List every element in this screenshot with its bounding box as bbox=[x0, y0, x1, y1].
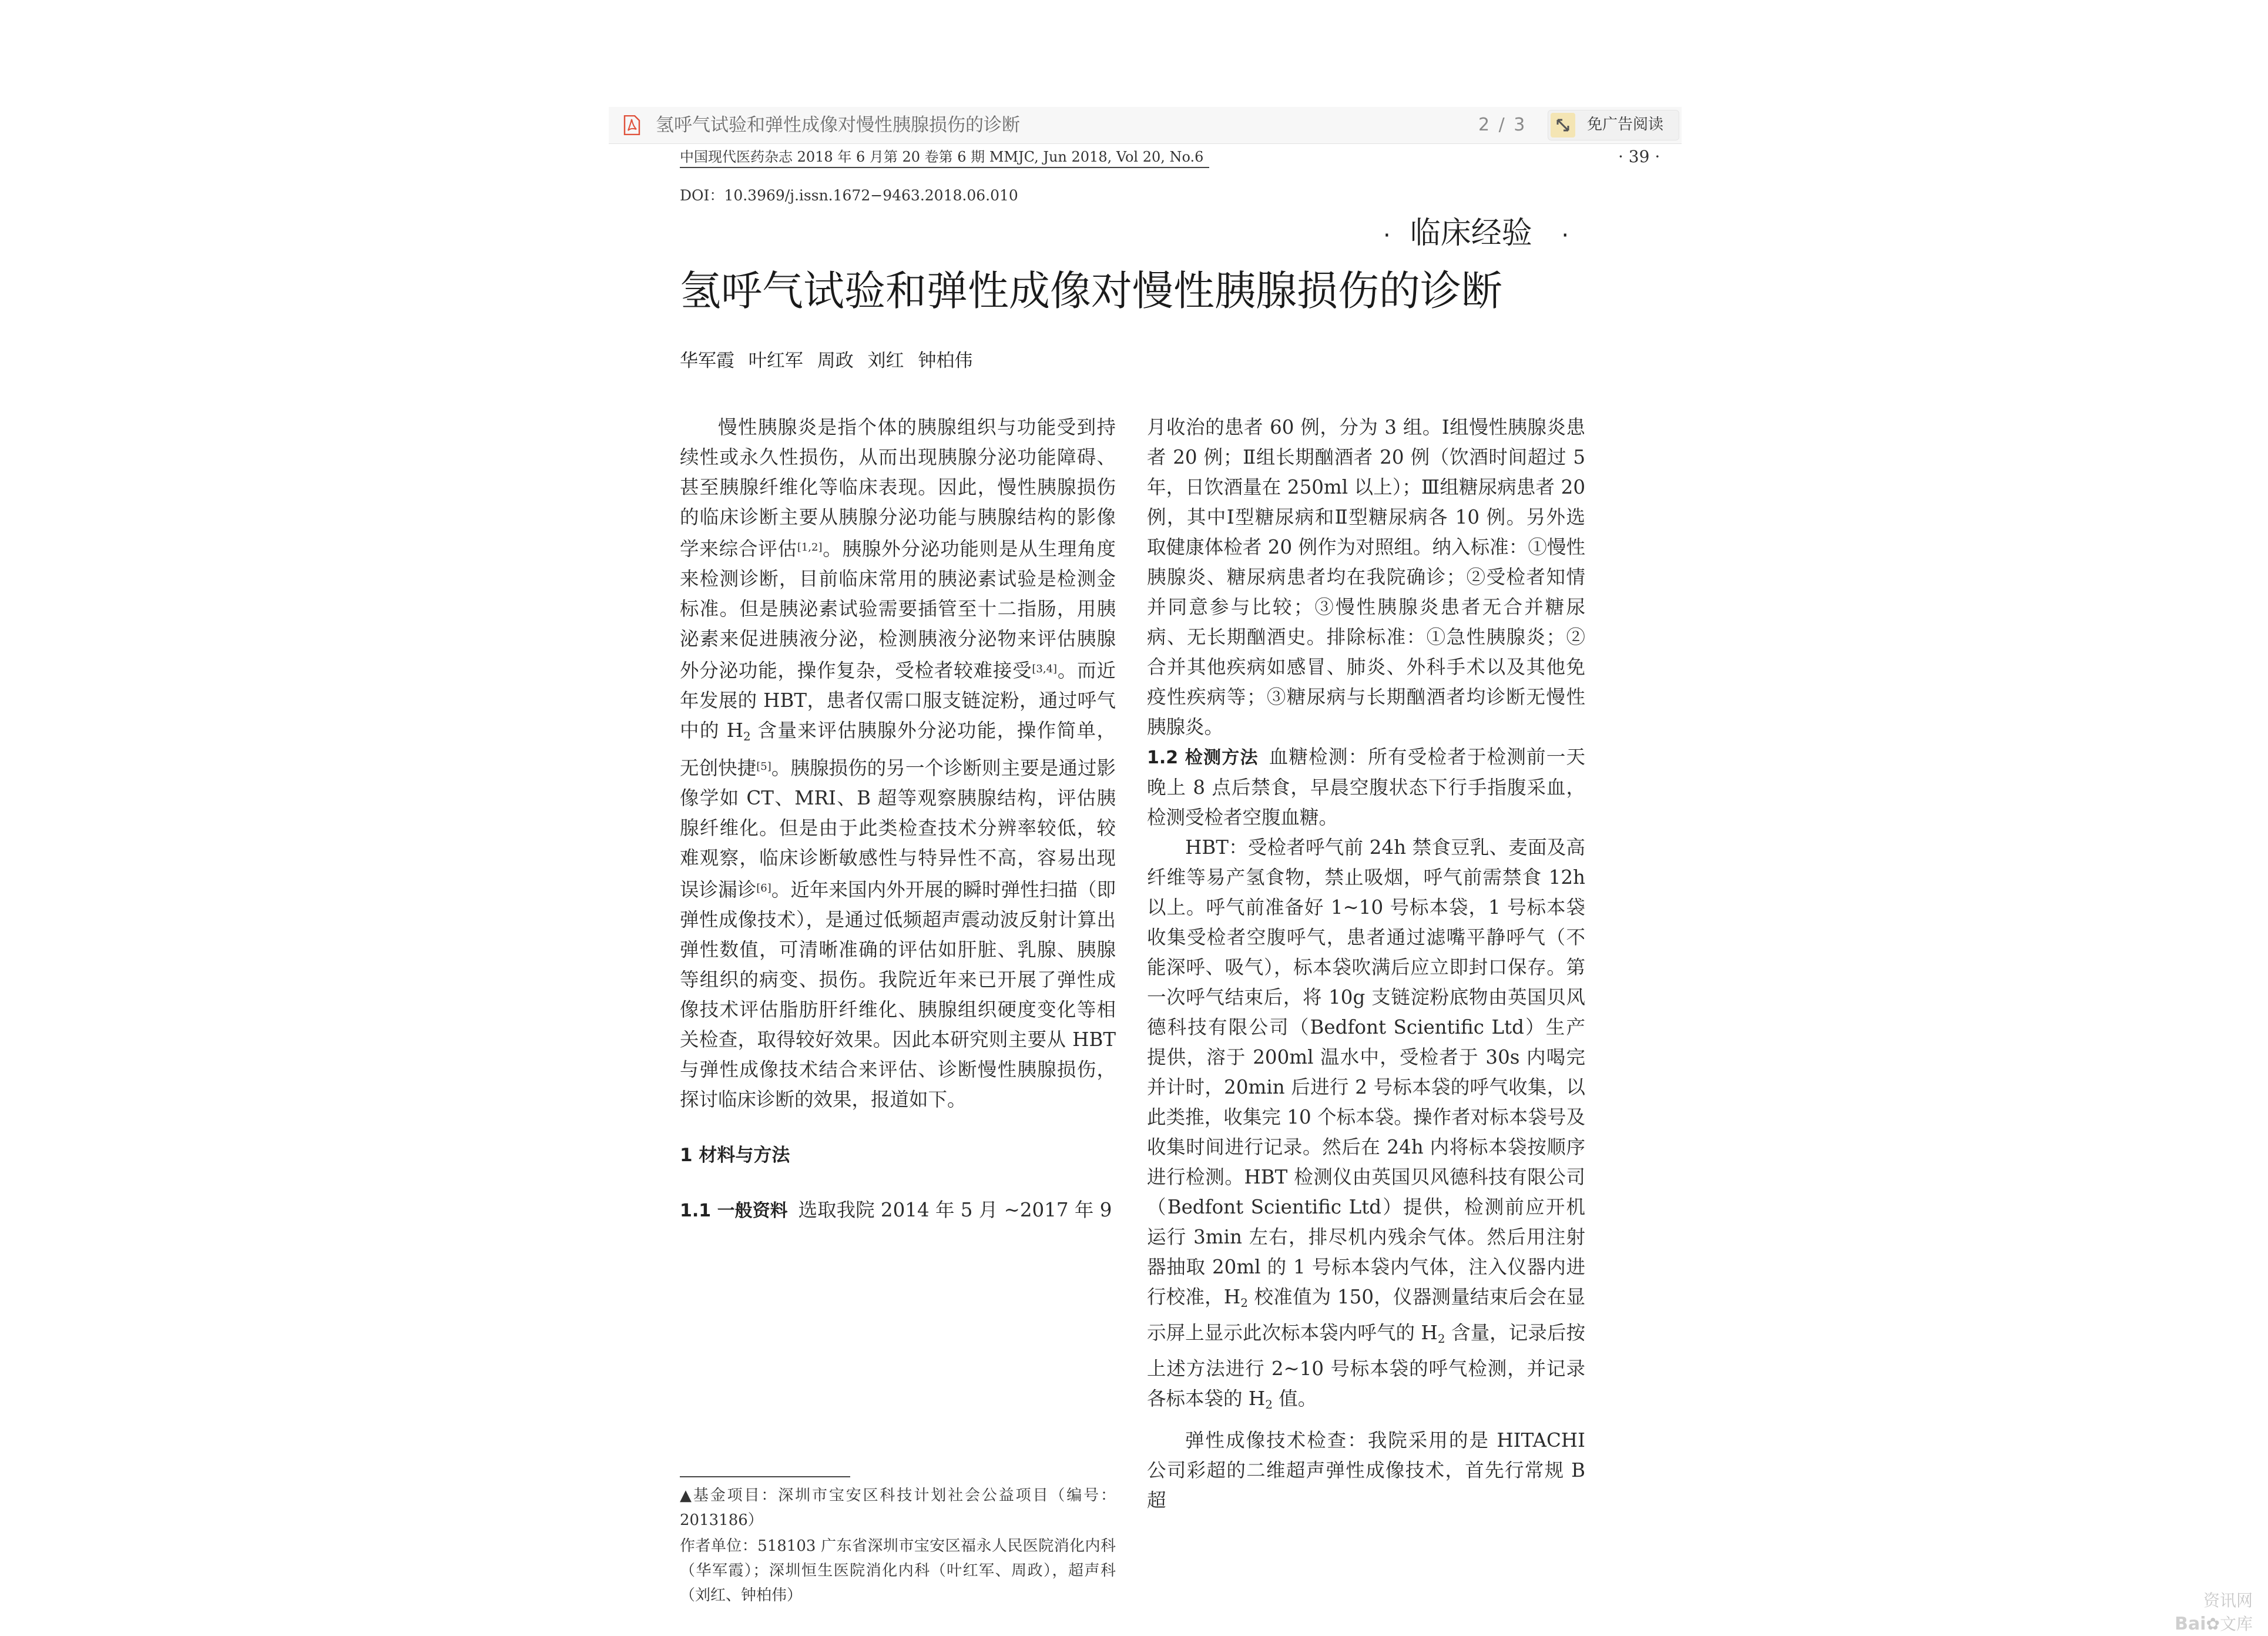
hbt-paragraph bbox=[1147, 833, 1585, 1420]
intro-text-2: 。胰腺外分泌功能则是从生理角度来检测诊断，目前临床常用的胰泌素试验是检测金标准。但是胰泌素试验需要插管至十二指肠，用胰泌素来促进胰液分泌，检测胰液分泌物来评估胰腺外分泌功能，操作复杂，受检者较难接受 bbox=[680, 538, 1116, 682]
page-number: · 39 · bbox=[1618, 147, 1660, 166]
expand-icon bbox=[1551, 113, 1575, 138]
ad-free-reading-button[interactable] bbox=[1548, 110, 1679, 140]
document-page bbox=[609, 143, 2253, 1634]
intro-text-6: 。近年来国内外开展的瞬时弹性扫描（即弹性成像技术），是通过低频超声震动波反射计算出弹性数值，可清晰准确的评估如肝脏、乳腺、胰腺等组织的病变、损伤。我院近年来已开展了弹性成像技术评估脂肪肝纤维化、胰腺组织硬度变化等相关检查，取得较好效果。因此本研究则主要从 HBT 与弹性成像技术结合来评估、诊断慢性胰腺损伤，探讨临床诊断的效果，报道如下。 bbox=[680, 879, 1116, 1111]
intro-text-5: 。胰腺损伤的另一个诊断则主要是通过影像学如 CT、MRI、B 超等观察胰腺结构，评估胰腺纤维化。但是由于此类检查技术分辨率较低，较难观察，临床诊断敏感性与特异性不高，容易出现误诊漏诊 bbox=[680, 757, 1116, 901]
page-indicator: 2 / 3 bbox=[1478, 115, 1527, 135]
elastography-paragraph: 弹性成像技术检查：我院采用的是 HITACHI 公司彩超的二维超声弹性成像技术，首先行常规 B 超 bbox=[1147, 1429, 1585, 1511]
right-column bbox=[1147, 413, 1585, 1516]
section-heading: 1 材料与方法 bbox=[680, 1145, 790, 1166]
subscript: 2 bbox=[1437, 1332, 1445, 1346]
citation-ref: [5] bbox=[756, 760, 771, 773]
pdf-file-icon bbox=[623, 115, 640, 135]
hbt-text-4: 值。 bbox=[1272, 1387, 1317, 1410]
section-dot-left: · bbox=[1383, 222, 1391, 249]
ad-free-reading-label: 免广告阅读 bbox=[1587, 116, 1664, 133]
subscript: 2 bbox=[743, 729, 751, 743]
citation-ref: [1,2] bbox=[797, 541, 823, 554]
detection-method-paragraph bbox=[1147, 742, 1585, 833]
section-label bbox=[1383, 213, 1569, 256]
intro-text-3: 。而近年发展的 HBT，患者仅需口服支链淀粉，通过呼气中的 H bbox=[680, 659, 1116, 742]
section-label-text: 临床经验 bbox=[1410, 216, 1532, 251]
watermark-line-3: 文库 bbox=[2219, 1614, 2253, 1634]
subscript: 2 bbox=[1240, 1296, 1248, 1310]
left-column bbox=[680, 413, 1116, 1226]
viewer-toolbar bbox=[609, 107, 1682, 144]
subsection-heading: 1.1 一般资料 bbox=[680, 1201, 788, 1221]
citation-ref: [6] bbox=[756, 882, 771, 894]
watermark-brand: Bai bbox=[2175, 1614, 2206, 1634]
authors: 华军霞 叶红军 周政 刘红 钟柏伟 bbox=[680, 350, 973, 371]
subscript: 2 bbox=[1265, 1397, 1273, 1412]
intro-text-1: 慢性胰腺炎是指个体的胰腺组织与功能受到持续性或永久性损伤，从而出现胰腺分泌功能障碍、甚至胰腺纤维化等临床表现。因此，慢性胰腺损伤的临床诊断主要从胰腺分泌功能与胰腺结构的影像学来综合评估 bbox=[680, 416, 1116, 560]
footnotes bbox=[680, 1483, 1116, 1608]
citation-ref: [3,4] bbox=[1032, 663, 1058, 675]
subsection-heading: 1.2 检测方法 bbox=[1147, 747, 1259, 768]
intro-paragraph bbox=[680, 413, 1116, 1115]
detection-method-text: 血糖检测：所有受检者于检测前一天晚上 8 点后禁食，早晨空腹状态下行手指腹采血，检测受检者空腹血糖。 bbox=[1147, 746, 1585, 829]
general-data-paragraph bbox=[680, 1195, 1116, 1226]
paw-icon: ✿ bbox=[2206, 1614, 2220, 1634]
affiliation-note: 作者单位：518103 广东省深圳市宝安区福永人民医院消化内科（华军霞）；深圳恒生医院消化内科（叶红军、周政），超声科（刘红、钟柏伟） bbox=[680, 1537, 1116, 1604]
article-title: 氢呼气试验和弹性成像对慢性胰腺损伤的诊断 bbox=[680, 267, 1502, 315]
watermark-logo bbox=[2147, 1612, 2253, 1636]
hbt-text-3: 含量，记录后按上述方法进行 2~10 号标本袋的呼气检测，并记录各标本袋的 H bbox=[1147, 1322, 1585, 1410]
running-head: 中国现代医药杂志 2018 年 6 月第 20 卷第 6 期 MMJC, Jun 2018, Vol 20, No.6 bbox=[680, 147, 1209, 168]
general-data-continued: 月收治的患者 60 例，分为 3 组。Ⅰ组慢性胰腺炎患者 20 例；Ⅱ组长期酗酒者 20 例（饮酒时间超过 5 年，日饮酒量在 250ml 以上）；Ⅲ组糖尿病患者 20 例，其中Ⅰ型糖尿病和Ⅱ型糖尿病各 10 例。另外选取健康体检者 20 例作为对照组。纳入标准：①慢性胰腺炎、糖尿病患者均在我院确诊；②受检者知情并同意参与比较；③慢性胰腺炎患者无合并糖尿病、无长期酗酒史。排除标准：①急性胰腺炎；②合并其他疾病如感冒、肺炎、外科手术以及其他免疫性疾病等；③糖尿病与长期酗酒者均诊断无慢性胰腺炎。 bbox=[1147, 416, 1585, 738]
section-dot-right: · bbox=[1561, 222, 1569, 249]
hbt-text-1: HBT：受检者呼气前 24h 禁食豆乳、麦面及高纤维等易产氢食物，禁止吸烟，呼气前需禁食 12h 以上。呼气前准备好 1~10 号标本袋，1 号标本袋收集受检者空腹呼气，患者通过滤嘴平静呼气（不能深呼、吸气），标本袋吹满后应立即封口保存。第一次呼气结束后，将 10g 支链淀粉底物由英国贝风德科技有限公司（Bedfont Scientific Ltd）生产提供，溶于 200ml 温水中，受检者于 30s 内喝完并计时，20min 后进行 2 号标本袋的呼气收集，以此类推，收集完 10 个标本袋。操作者对标本袋号及收集时间进行记录。然后在 24h 内将标本袋按顺序进行检测。HBT 检测仪由英国贝风德科技有限公司（Bedfont Scientific Ltd）提供，检测前应开机运行 3min 左右，排尽机内残余气体。然后用注射器抽取 20ml 的 1 号标本袋内气体，注入仪器内进行校准，H bbox=[1147, 836, 1585, 1308]
general-data-text: 选取我院 2014 年 5 月 ~2017 年 9 bbox=[798, 1199, 1112, 1221]
footnote-rule bbox=[680, 1476, 850, 1477]
watermark bbox=[2147, 1589, 2253, 1636]
doi: DOI：10.3969/j.issn.1672−9463.2018.06.010 bbox=[680, 187, 1018, 204]
hbt-text-2: 校准值为 150，仪器测量结束后会在显示屏上显示此次标本袋内呼气的 H bbox=[1147, 1286, 1585, 1344]
document-title: 氢呼气试验和弹性成像对慢性胰腺损伤的诊断 bbox=[656, 115, 1020, 136]
fund-note: ▲基金项目：深圳市宝安区科技计划社会公益项目（编号：2013186） bbox=[680, 1487, 1116, 1529]
watermark-line-1: 资讯网 bbox=[2203, 1591, 2253, 1610]
intro-text-4: 含量来评估胰腺外分泌功能，操作简单，无创快捷 bbox=[680, 719, 1116, 779]
